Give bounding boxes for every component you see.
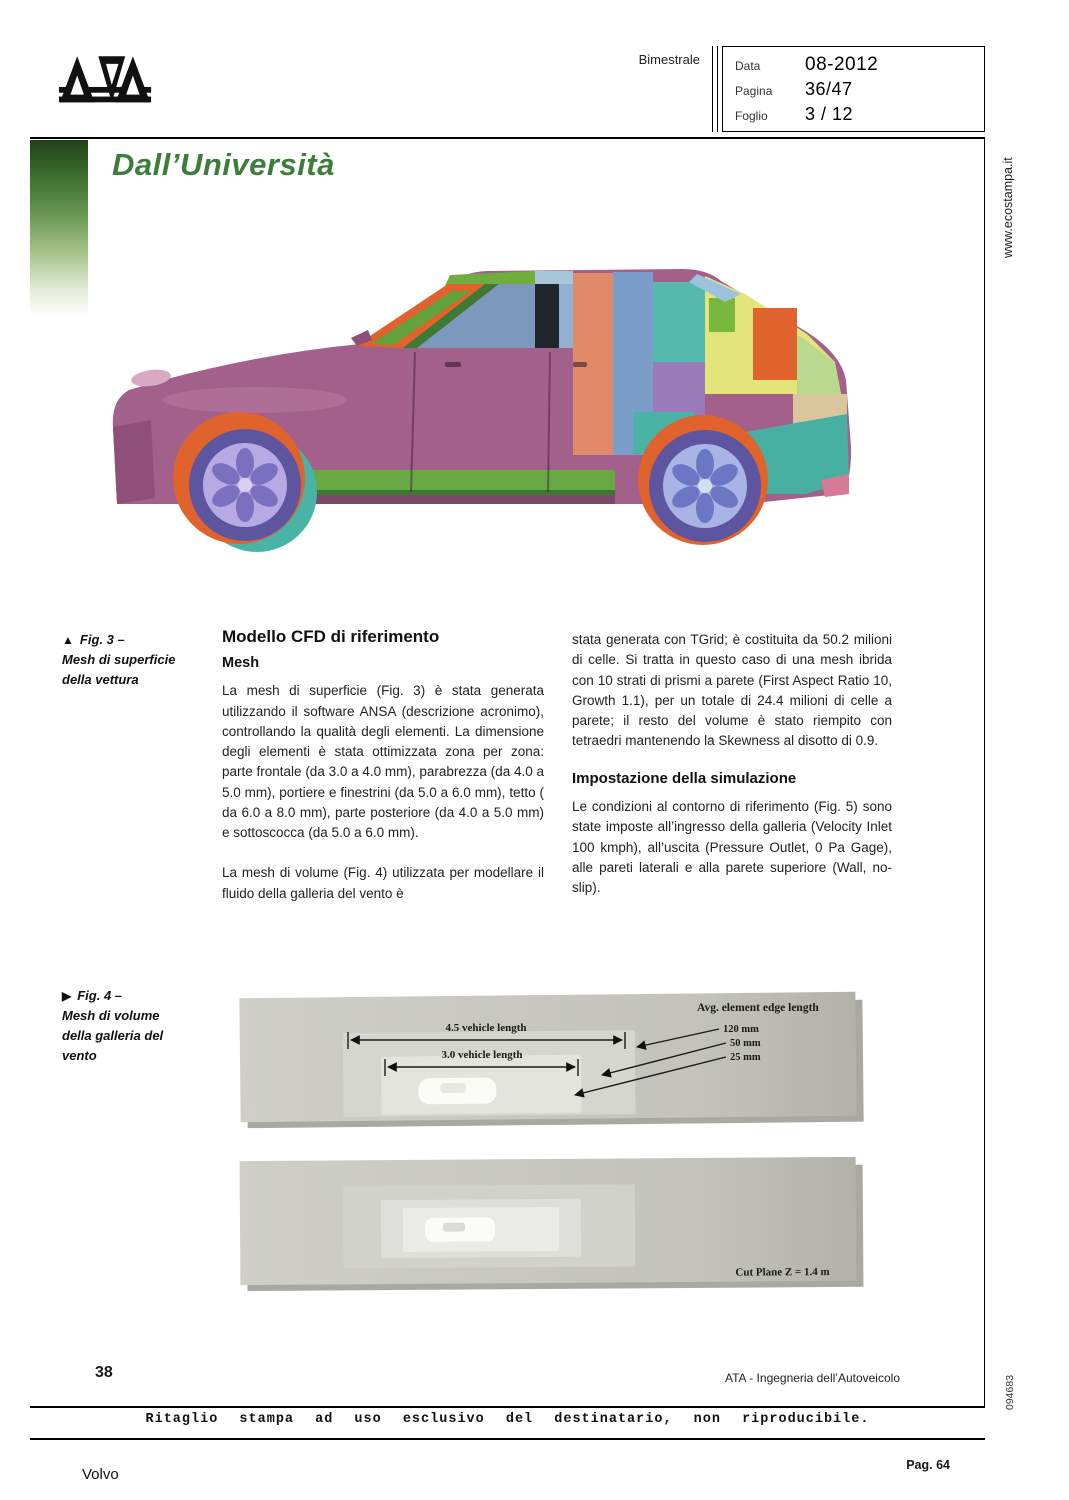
- col2-paragraph-1: stata generata con TGrid; è costituita da 50.2 milioni di celle. Si tratta in questo caso di una mesh ibrida con 10 strati di prismi a parete (First Aspect Ratio 10, Growth 1.1), per un totale di 24.4 milioni di celle a parete; il resto del volume è stato riempito con tetraedri mantenendo la Skewness al disotto di 0.9.: [572, 632, 892, 749]
- periodicity-label: Bimestrale: [638, 52, 700, 67]
- fig4-cutplane-label: Cut Plane Z = 1.4 m: [735, 1266, 830, 1279]
- fig4-caption-line2: della galleria del: [62, 1028, 164, 1044]
- car-b-pillar: [535, 284, 559, 348]
- col1-paragraph-2: La mesh di volume (Fig. 4) utilizzata per modellare il fluido della galleria del vento è: [222, 865, 544, 901]
- car-rocker-green: [285, 470, 615, 490]
- col1-paragraph-1: La mesh di superficie (Fig. 3) è stata generata utilizzando il software ANSA (descrizione acronimo), controllando la qualità degli elementi. La dimensione degli elementi è stata ottimizzata zona per zona: parte frontale (da 3.0 a 4.0 mm), parabrezza (da 4.0 a 5.0 mm), portiere e finestrini (da 5.0 a 6.0 mm), tetto ( da 6.0 a 8.0 mm), parte posteriore (da 4.0 a 5.0 mm) e sottoscocca (da 5.0 a 6.0 mm).: [222, 683, 544, 840]
- simulation-heading: Impostazione della simulazione: [572, 769, 797, 787]
- fig4-caption-line3: vento: [62, 1048, 97, 1064]
- fig3-caption: [62, 630, 222, 690]
- car-rear-window: [559, 284, 573, 348]
- wind-tunnel-mesh-figure: [235, 985, 875, 1297]
- car-roof-blue: [535, 271, 573, 286]
- pagina-value: 36/47: [805, 79, 853, 99]
- car-front-bumper: [113, 420, 155, 504]
- fig4-marker-icon: ▶: [62, 989, 72, 1003]
- fig4-caption: [62, 986, 222, 1067]
- fig4-50mm-label: 50 mm: [730, 1038, 761, 1049]
- clipping-subject: Volvo: [82, 1466, 119, 1483]
- car-underbody: [305, 495, 615, 504]
- meta-row-foglio: [735, 104, 984, 129]
- page-number: 38: [95, 1364, 113, 1381]
- section-title: Dall’Università: [112, 147, 335, 182]
- car-door-handle-2: [573, 362, 587, 367]
- ecostampa-url: www.ecostampa.it: [1001, 157, 1015, 258]
- meta-row-data: [735, 54, 984, 79]
- car-zone-teal: [653, 282, 705, 362]
- pagina-label: Pagina: [735, 84, 773, 98]
- fig3-marker-icon: ▲: [62, 633, 74, 647]
- ata-logo-icon: [58, 48, 154, 124]
- clipping-page-ref: Pag. 64: [906, 1458, 950, 1472]
- issue-meta-box: [722, 46, 985, 132]
- fig3-caption-line1: Mesh di superficie: [62, 652, 176, 668]
- meta-row-pagina: [735, 79, 984, 104]
- car-door-handle-1: [445, 362, 461, 367]
- car-taillight-orange: [753, 308, 797, 380]
- green-gradient-strip: [30, 140, 88, 315]
- fig4-avg-label: Avg. element edge length: [697, 1002, 819, 1014]
- double-rule: [712, 46, 718, 132]
- car-rear-green-patch: [709, 298, 735, 332]
- col2-paragraph-2: Le condizioni al contorno di riferimento (Fig. 5) sono state imposte all’ingresso della galleria (Velocity Inlet 100 kmph), all’uscita (Pressure Outlet, 0 Pa Gage), alle pareti laterali e alla parete superiore (Wall, no-slip).: [572, 799, 892, 895]
- foglio-value: 3 / 12: [805, 104, 854, 124]
- column-2: [572, 630, 892, 898]
- car-roof-green: [445, 271, 535, 286]
- fig4-label: Fig. 4 –: [77, 988, 123, 1003]
- fig4-25mm-label: 25 mm: [730, 1052, 761, 1063]
- fig4-caption-line1: Mesh di volume: [62, 1008, 160, 1024]
- data-value: 08-2012: [805, 54, 879, 75]
- car-hood-highlight: [163, 387, 347, 413]
- cfd-car-mesh-figure: [105, 242, 875, 572]
- fig4-120mm-label: 120 mm: [723, 1024, 759, 1035]
- article-subheading: Mesh: [222, 654, 260, 671]
- fig3-caption-line2: della vettura: [62, 672, 139, 688]
- fig4-dim-30-label: 3.0 vehicle length: [441, 1049, 523, 1061]
- data-label: Data: [735, 59, 761, 73]
- ritaglio-notice: Ritaglio stampa ad uso esclusivo del destinatario, non riproducibile.: [145, 1412, 870, 1427]
- press-clipping-code: 094683: [1004, 1374, 1016, 1410]
- journal-name: ATA - Ingegneria dell’Autoveicolo: [725, 1371, 900, 1385]
- bottom-rule: [30, 1438, 985, 1440]
- fig3-label: Fig. 3 –: [79, 632, 125, 647]
- foglio-label: Foglio: [735, 109, 768, 123]
- article-heading: Modello CFD di riferimento: [222, 627, 440, 646]
- fig4-bottom-image: [240, 1157, 864, 1291]
- fig4-dim-45-label: 4.5 vehicle length: [445, 1022, 527, 1034]
- column-1: [222, 624, 544, 904]
- car-rocker-line: [285, 490, 615, 495]
